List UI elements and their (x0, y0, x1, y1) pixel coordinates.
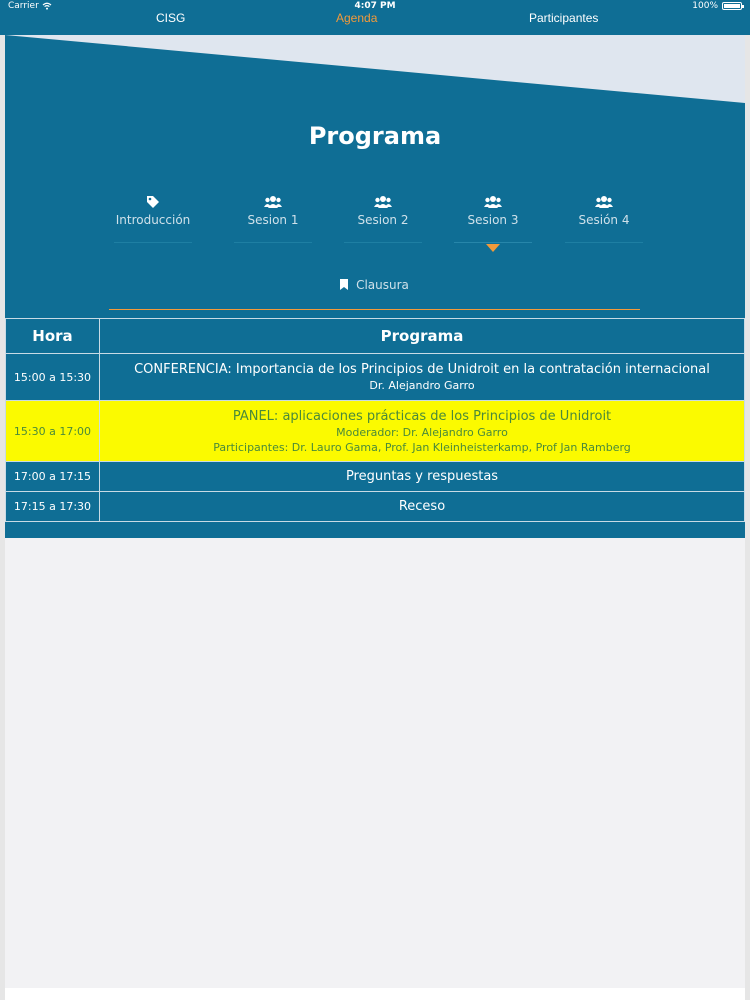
empty-content-area (5, 538, 745, 988)
tab-label: Introducción (115, 213, 191, 227)
tab-introduccion[interactable] (109, 195, 197, 243)
active-tab-caret (486, 244, 500, 252)
tab-underline (344, 242, 422, 243)
tab-sesion-1[interactable] (229, 195, 317, 243)
tab-underline (114, 242, 192, 243)
nav-tab-agenda[interactable]: Agenda (336, 11, 378, 25)
column-header-hora: Hora (6, 319, 100, 354)
tab-label: Sesion 1 (247, 213, 299, 227)
tab-sesion-2[interactable] (339, 195, 427, 243)
row-program (100, 462, 745, 492)
row-title: PANEL: aplicaciones prácticas de los Principios de Unidroit (232, 408, 612, 424)
row-title: CONFERENCIA: Importancia de los Principios de Unidroit en la contratación internacional (134, 362, 710, 377)
battery-label: 100% (692, 1, 718, 11)
table-row[interactable] (6, 462, 745, 492)
row-time: 17:15 a 17:30 (6, 492, 100, 522)
users-icon (595, 195, 613, 209)
clausura-content (109, 278, 640, 292)
tag-icon (146, 195, 160, 209)
row-speaker: Dr. Alejandro Garro (369, 379, 475, 392)
header-decoration (5, 35, 745, 105)
row-program (100, 354, 745, 401)
tab-label: Clausura (356, 278, 409, 292)
battery-icon (722, 2, 742, 10)
tab-label: Sesion 3 (467, 213, 519, 227)
battery-info (692, 1, 742, 11)
tab-underline (234, 242, 312, 243)
tab-underline (454, 242, 532, 243)
column-header-programa: Programa (100, 319, 745, 354)
nav-tab-participantes[interactable]: Participantes (529, 11, 599, 25)
carrier-label: Carrier (8, 1, 39, 11)
row-time: 15:30 a 17:00 (6, 401, 100, 462)
program-panel (5, 35, 745, 538)
row-title: Preguntas y respuestas (345, 469, 499, 484)
tab-sesion-4[interactable] (560, 195, 648, 243)
users-icon (264, 195, 282, 209)
row-time: 17:00 a 17:15 (6, 462, 100, 492)
users-icon (374, 195, 392, 209)
status-bar (0, 0, 750, 35)
tab-label: Sesión 4 (578, 213, 630, 227)
row-program (100, 492, 745, 522)
row-title: Receso (398, 499, 446, 514)
tab-clausura[interactable] (109, 276, 640, 310)
row-time: 15:00 a 15:30 (6, 354, 100, 401)
row-moderator: Moderador: Dr. Alejandro Garro (336, 425, 508, 439)
table-row-highlighted[interactable] (6, 401, 745, 462)
tab-label: Sesion 2 (357, 213, 409, 227)
users-icon (484, 195, 502, 209)
nav-tab-cisg[interactable]: CISG (156, 11, 186, 25)
bookmark-icon (340, 279, 348, 290)
row-program (100, 401, 745, 462)
table-row[interactable] (6, 354, 745, 401)
tab-underline (109, 309, 640, 310)
status-time: 4:07 PM (354, 1, 396, 11)
agenda-table (5, 318, 745, 522)
table-row[interactable] (6, 492, 745, 522)
frame-right (745, 35, 750, 1000)
tab-sesion-3[interactable] (449, 195, 537, 243)
page-title: Programa (308, 122, 442, 150)
table-header-row (6, 319, 745, 354)
tab-underline (565, 242, 643, 243)
row-participants: Participantes: Dr. Lauro Gama, Prof. Jan Kleinheisterkamp, Prof Jan Ramberg (213, 440, 631, 454)
